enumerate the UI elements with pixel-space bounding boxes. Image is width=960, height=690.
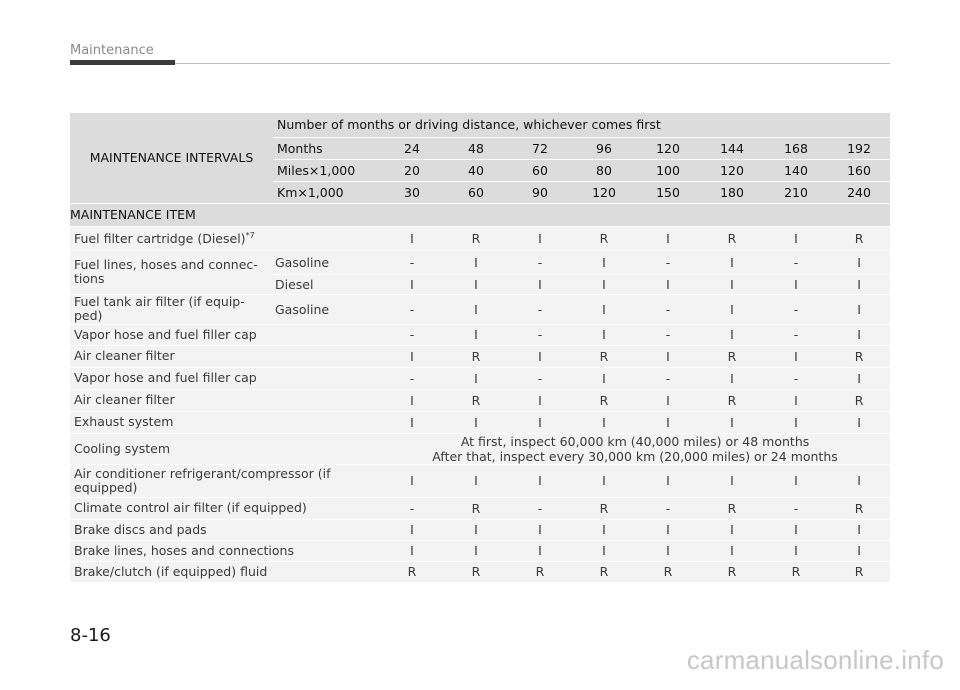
header-row-label: Months	[273, 137, 380, 159]
header-cell: 60	[444, 181, 508, 203]
interval-value: I	[380, 389, 444, 411]
item-name: Exhaust system	[74, 414, 174, 429]
interval-value: I	[700, 411, 764, 433]
table-row	[70, 433, 890, 464]
interval-value: I	[828, 367, 890, 389]
interval-value: -	[764, 497, 828, 519]
interval-value: I	[508, 519, 572, 540]
interval-value: I	[572, 367, 636, 389]
item-name-cell	[70, 464, 380, 497]
interval-value: I	[828, 540, 890, 561]
header-cell: 120	[572, 181, 636, 203]
fuel-type-cell: Diesel	[273, 274, 380, 294]
maintenance-intervals-label: MAINTENANCE INTERVALS	[70, 113, 273, 203]
footnote-marker: *7	[245, 231, 255, 241]
interval-value: -	[636, 324, 700, 345]
header-cell: 120	[636, 137, 700, 159]
interval-value: -	[380, 367, 444, 389]
header-cell: 180	[700, 181, 764, 203]
item-name-cell	[70, 433, 380, 464]
interval-value: I	[444, 519, 508, 540]
interval-value: I	[444, 411, 508, 433]
item-name: Cooling system	[74, 440, 170, 456]
fuel-type-cell: Gasoline	[273, 250, 380, 274]
interval-value: I	[764, 464, 828, 497]
item-name-cell	[70, 367, 380, 389]
interval-value: I	[380, 464, 444, 497]
interval-value: I	[700, 464, 764, 497]
item-name-cell	[70, 519, 380, 540]
table-row	[70, 250, 890, 274]
interval-value: -	[636, 367, 700, 389]
header-cell: 140	[764, 159, 828, 181]
header-cell: 80	[572, 159, 636, 181]
item-name: Fuel tank air filter (if equip-ped)	[74, 294, 245, 323]
table-row	[70, 226, 890, 250]
table-row	[70, 519, 890, 540]
header-cell: 30	[380, 181, 444, 203]
item-name: Fuel lines, hoses and connec-tions	[74, 257, 258, 286]
item-name: Air conditioner refrigerant/compressor (if equipped)	[74, 465, 331, 495]
inspection-note	[380, 433, 890, 464]
interval-value: I	[636, 540, 700, 561]
item-name-cell	[70, 324, 380, 345]
interval-value: I	[764, 274, 828, 294]
interval-value: I	[572, 274, 636, 294]
interval-value: I	[572, 294, 636, 324]
interval-value: I	[508, 540, 572, 561]
interval-value: I	[700, 294, 764, 324]
interval-value: R	[572, 345, 636, 367]
item-name-cell	[70, 345, 380, 367]
interval-value: R	[444, 561, 508, 582]
header-cell: 100	[636, 159, 700, 181]
item-name: Air cleaner filter	[74, 392, 175, 407]
interval-value: I	[700, 274, 764, 294]
interval-value: I	[572, 519, 636, 540]
section-title: Maintenance	[70, 43, 154, 58]
interval-value: I	[636, 226, 700, 250]
item-name: Brake lines, hoses and connections	[74, 542, 294, 558]
interval-value: -	[380, 497, 444, 519]
maintenance-schedule-table	[70, 113, 890, 583]
header-cell: 120	[700, 159, 764, 181]
interval-value: I	[572, 250, 636, 274]
interval-value: I	[764, 389, 828, 411]
interval-value: I	[828, 519, 890, 540]
table-row	[70, 540, 890, 561]
interval-value: I	[444, 367, 508, 389]
interval-value: I	[444, 464, 508, 497]
interval-value: R	[508, 561, 572, 582]
interval-value: -	[508, 497, 572, 519]
header-cell: 160	[828, 159, 890, 181]
interval-value: I	[572, 464, 636, 497]
fuel-type-cell: Gasoline	[273, 294, 380, 324]
table-row	[70, 389, 890, 411]
interval-value: R	[700, 389, 764, 411]
item-name: Climate control air filter (if equipped)	[74, 500, 307, 515]
interval-value: R	[700, 561, 764, 582]
inspection-note-first: At first, inspect 60,000 km (40,000 miles) or 48 months	[460, 433, 810, 449]
interval-value: I	[380, 519, 444, 540]
section-title-bar	[70, 60, 175, 65]
inspection-note-after: After that, inspect every 30,000 km (20,000 miles) or 24 months	[432, 448, 838, 464]
header-cell: 72	[508, 137, 572, 159]
interval-value: I	[572, 540, 636, 561]
interval-value: I	[444, 294, 508, 324]
interval-description: Number of months or driving distance, whichever comes first	[273, 113, 890, 137]
item-name-cell	[70, 497, 380, 519]
interval-value: I	[508, 274, 572, 294]
interval-value: R	[444, 389, 508, 411]
interval-value: R	[444, 226, 508, 250]
table-row	[70, 464, 890, 497]
interval-value: I	[828, 464, 890, 497]
page-number: 8-16	[70, 625, 111, 646]
table-row	[70, 497, 890, 519]
interval-value: -	[636, 250, 700, 274]
table-row	[70, 367, 890, 389]
interval-value: I	[700, 250, 764, 274]
header-cell: 48	[444, 137, 508, 159]
interval-value: R	[572, 497, 636, 519]
interval-value: R	[828, 345, 890, 367]
interval-value: R	[828, 497, 890, 519]
table-row	[70, 411, 890, 433]
interval-value: R	[636, 561, 700, 582]
interval-value: -	[380, 294, 444, 324]
interval-value: R	[572, 389, 636, 411]
interval-value: R	[828, 561, 890, 582]
interval-value: I	[636, 274, 700, 294]
item-name-cell	[70, 294, 273, 324]
interval-value: I	[380, 274, 444, 294]
interval-value: I	[636, 345, 700, 367]
header-cell: 60	[508, 159, 572, 181]
header-cell: 96	[572, 137, 636, 159]
interval-value: I	[828, 250, 890, 274]
table-row	[70, 561, 890, 582]
item-name: Brake/clutch (if equipped) fluid	[74, 563, 268, 579]
interval-value: I	[636, 389, 700, 411]
interval-value: R	[444, 497, 508, 519]
header-cell: 240	[828, 181, 890, 203]
interval-value: R	[700, 226, 764, 250]
interval-value: I	[764, 411, 828, 433]
header-row-label: Km×1,000	[273, 181, 380, 203]
interval-value: I	[380, 540, 444, 561]
interval-value: I	[380, 411, 444, 433]
interval-value: I	[700, 540, 764, 561]
header-cell: 150	[636, 181, 700, 203]
interval-value: -	[764, 294, 828, 324]
interval-value: I	[572, 411, 636, 433]
interval-value: -	[508, 367, 572, 389]
interval-value: I	[508, 389, 572, 411]
interval-value: I	[764, 226, 828, 250]
maintenance-item-header: MAINTENANCE ITEM	[70, 203, 890, 226]
item-name-cell	[70, 226, 380, 250]
interval-value: R	[380, 561, 444, 582]
header-cell: 24	[380, 137, 444, 159]
interval-value: I	[380, 345, 444, 367]
item-name-cell	[70, 389, 380, 411]
header-cell: 40	[444, 159, 508, 181]
interval-value: -	[380, 324, 444, 345]
interval-value: R	[572, 561, 636, 582]
interval-value: I	[508, 411, 572, 433]
interval-value: -	[636, 294, 700, 324]
interval-value: I	[828, 274, 890, 294]
interval-value: -	[764, 250, 828, 274]
item-name: Vapor hose and fuel filler cap	[74, 326, 257, 342]
interval-value: I	[828, 324, 890, 345]
interval-value: I	[636, 464, 700, 497]
item-name: Vapor hose and fuel filler cap	[74, 370, 257, 385]
header-divider	[175, 63, 890, 64]
interval-value: R	[700, 497, 764, 519]
interval-value: -	[764, 367, 828, 389]
interval-value: I	[508, 464, 572, 497]
header-cell: 210	[764, 181, 828, 203]
header-cell: 192	[828, 137, 890, 159]
header-cell: 168	[764, 137, 828, 159]
item-name: Brake discs and pads	[74, 521, 207, 537]
interval-value: I	[444, 540, 508, 561]
header-cell: 20	[380, 159, 444, 181]
interval-value: -	[508, 324, 572, 345]
interval-value: I	[380, 226, 444, 250]
item-name: Air cleaner filter	[74, 348, 175, 363]
interval-value: -	[764, 324, 828, 345]
header-cell: 144	[700, 137, 764, 159]
header-cell: 90	[508, 181, 572, 203]
interval-value: I	[828, 411, 890, 433]
interval-value: R	[700, 345, 764, 367]
table-row	[70, 345, 890, 367]
interval-value: R	[764, 561, 828, 582]
interval-value: I	[700, 519, 764, 540]
interval-value: I	[444, 324, 508, 345]
watermark-text: carmanualsonline.info	[686, 645, 944, 675]
header-row-label: Miles×1,000	[273, 159, 380, 181]
interval-value: I	[444, 250, 508, 274]
interval-value: -	[508, 250, 572, 274]
interval-value: I	[700, 324, 764, 345]
interval-value: I	[764, 345, 828, 367]
interval-value: R	[828, 389, 890, 411]
interval-value: I	[636, 411, 700, 433]
interval-value: I	[764, 540, 828, 561]
item-name: Fuel filter cartridge (Diesel)	[74, 231, 246, 247]
interval-value: I	[700, 367, 764, 389]
interval-value: I	[764, 519, 828, 540]
interval-value: R	[828, 226, 890, 250]
interval-value: I	[508, 226, 572, 250]
item-name-cell	[70, 250, 273, 294]
interval-value: -	[508, 294, 572, 324]
interval-value: R	[572, 226, 636, 250]
interval-value: I	[572, 324, 636, 345]
interval-value: R	[444, 345, 508, 367]
interval-value: I	[508, 345, 572, 367]
interval-value: -	[636, 497, 700, 519]
item-name-cell	[70, 411, 380, 433]
item-name-cell	[70, 561, 380, 582]
interval-value: I	[444, 274, 508, 294]
interval-value: I	[828, 294, 890, 324]
interval-value: I	[636, 519, 700, 540]
table-row	[70, 324, 890, 345]
interval-value: -	[380, 250, 444, 274]
item-name-cell	[70, 540, 380, 561]
table-row	[70, 294, 890, 324]
